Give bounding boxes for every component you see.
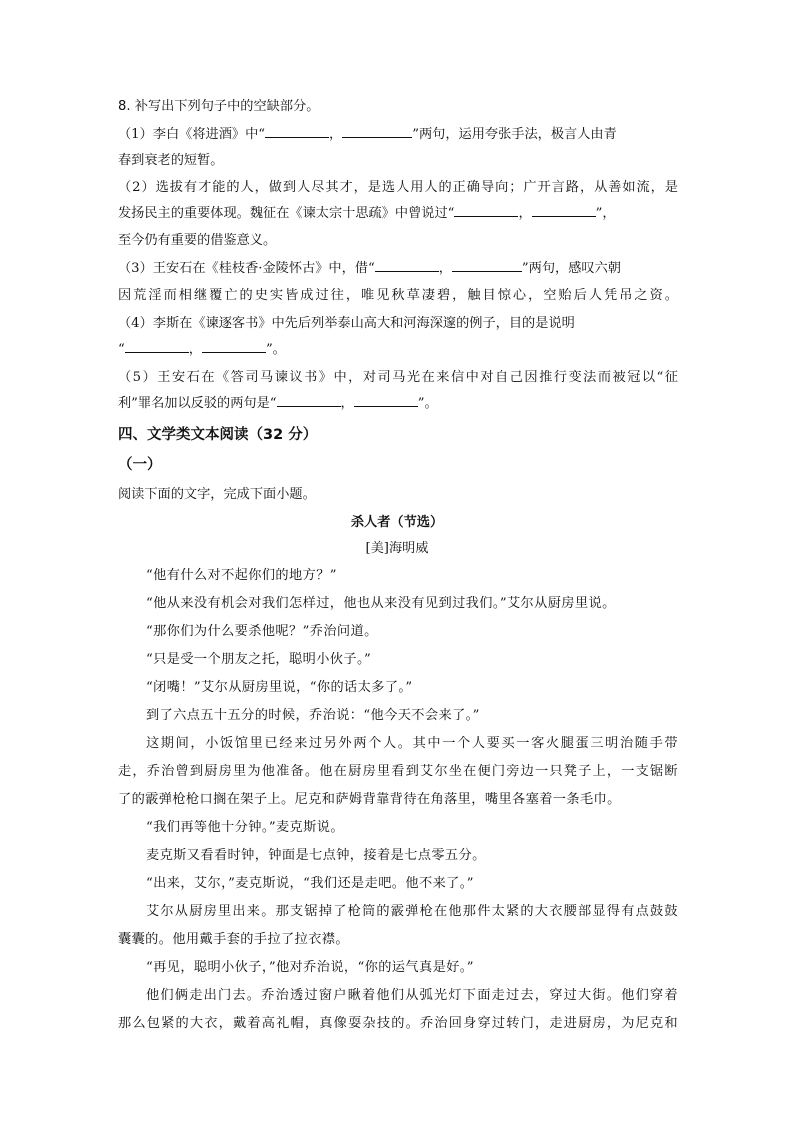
story-author: [美]海明威 xyxy=(365,541,429,556)
reading-instruction: 阅读下面的文字，完成下面小题。 xyxy=(118,487,316,502)
story-paragraph-line: 走，乔治曾到厨房里为他准备。他在厨房里看到艾尔坐在便门旁边一只凳子上，一支锯断 xyxy=(118,764,678,779)
story-paragraph-line: 了的霰弹枪枪口搁在架子上。尼克和萨姆背靠背待在角落里，嘴里各塞着一条毛巾。 xyxy=(118,792,621,807)
story-paragraph: 到了六点五十五分的时候，乔治说：“他今天不会来了。” xyxy=(146,708,480,723)
answer-blank[interactable] xyxy=(125,340,189,353)
q8-item-3-line-1: （3）王安石在《桂枝香·金陵怀古》中，借“ ， ”两句，感叹六朝 xyxy=(118,261,621,276)
q8-item-3-line-2: 因荒淫而相继覆亡的史实皆成过往，唯见秋草凄碧，触目惊心，空贻后人凭吊之资。 xyxy=(118,288,678,303)
story-paragraph: “我们再等他十分钟。”麦克斯说。 xyxy=(146,820,344,835)
answer-blank[interactable] xyxy=(277,394,341,407)
q8-item-4-line-2: “ ， ”。 xyxy=(118,342,286,357)
answer-blank[interactable] xyxy=(265,125,329,138)
subsection-heading: （一） xyxy=(118,457,162,473)
q8-item-5-line-1: （5）王安石在《答司马谏议书》中，对司马光在来信中对自己因推行变法而被冠以“征 xyxy=(118,370,678,385)
answer-blank[interactable] xyxy=(375,259,439,272)
answer-blank[interactable] xyxy=(354,394,418,407)
story-paragraph: “闭嘴！”艾尔从厨房里说，“你的话太多了。” xyxy=(146,680,413,695)
answer-blank[interactable] xyxy=(452,259,522,272)
story-paragraph: “出来，艾尔，”麦克斯说，“我们还是走吧。他不来了。” xyxy=(146,876,474,891)
story-paragraph: 麦克斯又看看时钟，钟面是七点钟，接着是七点零五分。 xyxy=(146,848,486,863)
story-paragraph: “再见，聪明小伙子，”他对乔治说，“你的运气真是好。” xyxy=(146,960,474,975)
q8-item-2-line-3: 至今仍有重要的借鉴意义。 xyxy=(118,233,277,248)
story-paragraph: “只是受一个朋友之托，聪明小伙子。” xyxy=(146,652,372,667)
story-paragraph-line: 囊囊的。他用戴手套的手拉了拉衣襟。 xyxy=(118,932,349,947)
q8-title: 8. 补写出下列句子中的空缺部分。 xyxy=(118,99,320,114)
story-paragraph-line: 这期间，小饭馆里已经来过另外两个人。其中一个人要买一客火腿蛋三明治随手带 xyxy=(146,736,678,751)
q8-item-2-line-1: （2）选拔有才能的人，做到人尽其才，是选人用人的正确导向；广开言路，从善如流，是 xyxy=(118,180,678,195)
story-paragraph-line: 艾尔从厨房里出来。那支锯掉了枪筒的霰弹枪在他那件太紧的大衣腰部显得有点鼓鼓 xyxy=(146,904,678,919)
story-paragraph: “他从来没有机会对我们怎样过，他也从来没有见到过我们。”艾尔从厨房里说。 xyxy=(146,596,616,611)
story-paragraph-line: 那么包紧的大衣，戴着高礼帽，真像耍杂技的。乔治回身穿过转门，走进厨房，为尼克和 xyxy=(118,1016,678,1031)
q8-item-1-line-1: （1）李白《将进酒》中“ ， ”两句，运用夸张手法，极言人由青 xyxy=(118,127,617,142)
q8-item-5-line-2: 利”罪名加以反驳的两句是“ ， ”。 xyxy=(118,396,438,411)
answer-blank[interactable] xyxy=(454,204,518,217)
story-paragraph-line: 他们俩走出门去。乔治透过窗户瞅着他们从弧光灯下面走过去，穿过大街。他们穿着 xyxy=(146,988,678,1003)
q8-item-4-line-1: （4）李斯在《谏逐客书》中先后列举泰山高大和河海深邃的例子，目的是说明 xyxy=(118,316,575,331)
q8-item-1-line-2: 春到衰老的短暂。 xyxy=(118,153,224,168)
story-title: 杀人者（节选） xyxy=(350,515,444,530)
answer-blank[interactable] xyxy=(202,340,266,353)
q8-item-2-line-2: 发扬民主的重要体现。魏征在《谏太宗十思疏》中曾说过“ ， ”， xyxy=(118,206,616,221)
story-paragraph: “他有什么对不起你们的地方？” xyxy=(146,568,337,583)
answer-blank[interactable] xyxy=(532,204,596,217)
story-paragraph: “那你们为什么要杀他呢？”乔治问道。 xyxy=(146,624,378,639)
answer-blank[interactable] xyxy=(342,125,412,138)
section-heading: 四、文学类文本阅读（32 分） xyxy=(118,427,318,443)
